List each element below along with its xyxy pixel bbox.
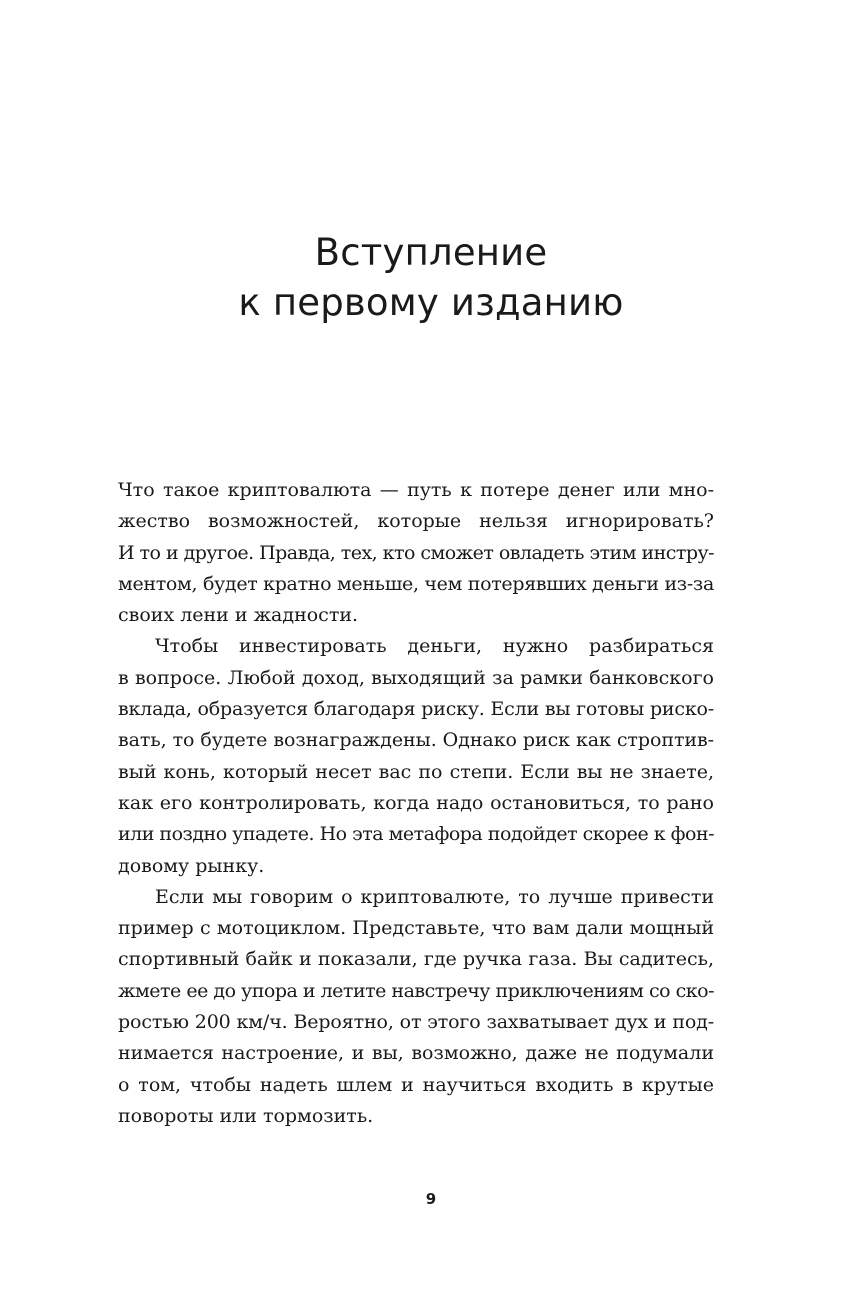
text-line: как его контролировать, когда надо остановиться, то рано bbox=[118, 791, 714, 814]
text-line: или поздно упадете. Но эта метафора подойдет скорее к фон- bbox=[118, 823, 715, 846]
text-line: жмете ее до упора и летите навстречу приключениям со ско- bbox=[118, 979, 714, 1002]
text-line: нимается настроение, и вы, возможно, даже не подумали bbox=[118, 1042, 714, 1065]
text-line: Если мы говорим о криптовалюте, то лучше привести bbox=[155, 885, 714, 908]
text-line: вый конь, который несет вас по степи. Если вы не знаете, bbox=[118, 760, 714, 783]
paragraph bbox=[118, 475, 714, 631]
text-line: довому рынку. bbox=[118, 854, 265, 877]
text-line: жество возможностей, которые нельзя игнорировать? bbox=[118, 510, 714, 533]
body-text bbox=[118, 475, 714, 1132]
text-line: пример с мотоциклом. Представьте, что вам дали мощный bbox=[118, 917, 714, 940]
text-line: своих лени и жадности. bbox=[118, 604, 359, 627]
text-line: ментом, будет кратно меньше, чем потерявших деньги из-за bbox=[118, 572, 714, 595]
paragraph bbox=[118, 631, 714, 881]
paragraph bbox=[118, 882, 714, 1132]
chapter-title bbox=[0, 228, 862, 328]
text-line: в вопросе. Любой доход, выходящий за рамки банковского bbox=[118, 666, 714, 689]
page-number: 9 bbox=[425, 1190, 437, 1208]
text-line: И то и другое. Правда, тех, кто сможет овладеть этим инстру- bbox=[118, 541, 714, 564]
text-line: о том, чтобы надеть шлем и научиться входить в крутые bbox=[118, 1073, 714, 1096]
text-line: Что такое криптовалюта — путь к потере денег или мно- bbox=[118, 479, 714, 501]
text-line: повороты или тормозить. bbox=[118, 1104, 374, 1127]
text-line: Чтобы инвестировать деньги, нужно разбираться bbox=[155, 635, 714, 658]
text-line: вать, то будете вознаграждены. Однако риск как строптив- bbox=[118, 729, 714, 752]
text-line: вклада, образуется благодаря риску. Если вы готовы риско- bbox=[118, 698, 714, 721]
text-line: ростью 200 км/ч. Вероятно, от этого захватывает дух и под- bbox=[118, 1011, 715, 1034]
chapter-title-line-2: к первому изданию bbox=[238, 281, 624, 324]
text-line: спортивный байк и показали, где ручка газа. Вы садитесь, bbox=[118, 948, 714, 971]
chapter-title-line-1: Вступление bbox=[314, 231, 548, 274]
